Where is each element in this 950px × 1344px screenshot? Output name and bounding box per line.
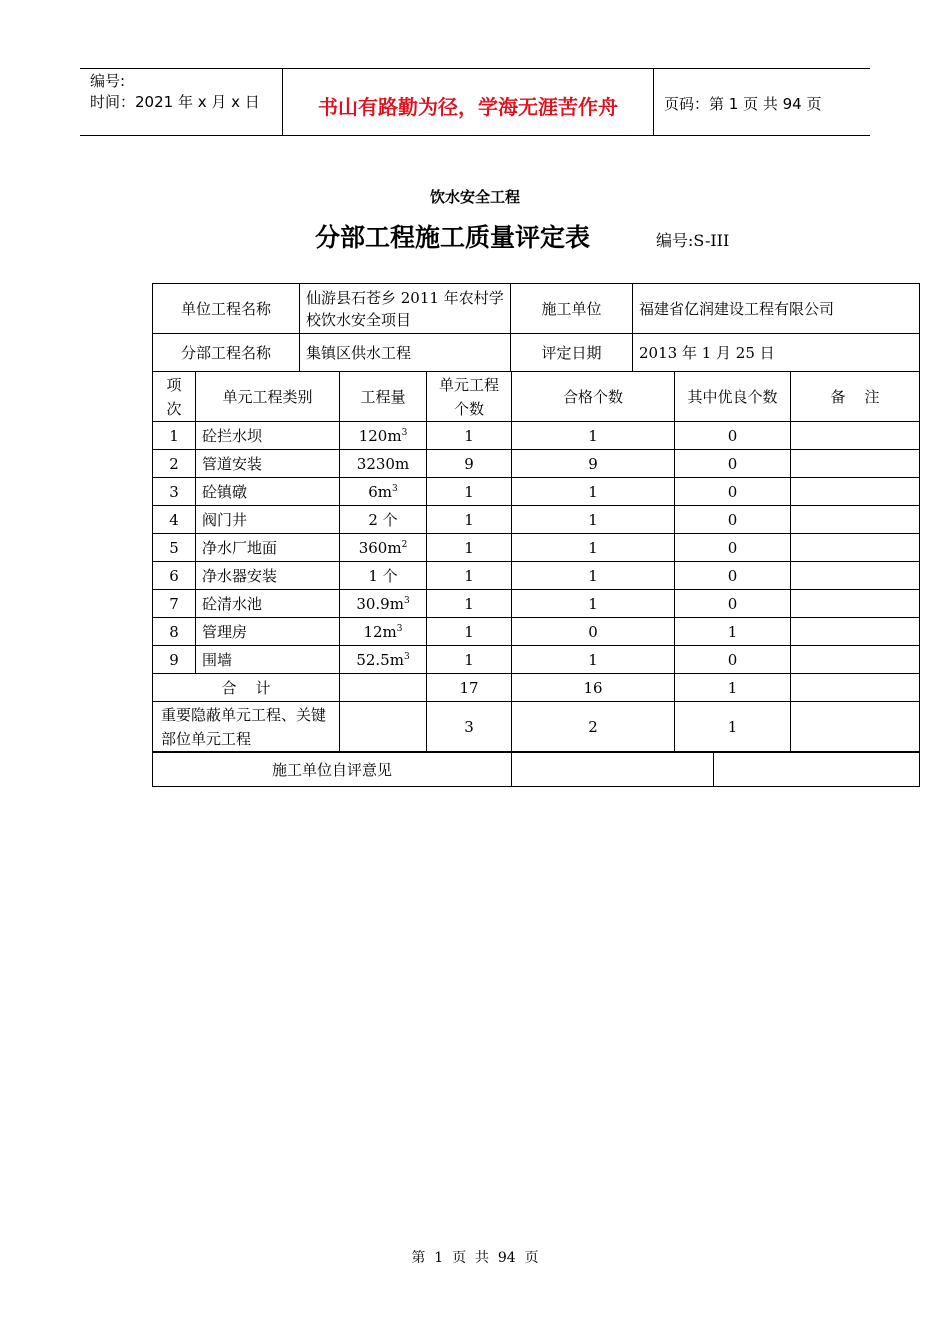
- total-qty: [340, 674, 427, 702]
- self-eval-label: 施工单位自评意见: [153, 753, 512, 787]
- total-remark: [791, 674, 920, 702]
- row-remark: [791, 562, 920, 590]
- row-category: 砼清水池: [196, 590, 340, 618]
- row-qualified: 9: [512, 450, 675, 478]
- unit-exponent: 2: [401, 539, 408, 550]
- self-eval-blank-2: [714, 753, 920, 787]
- row-qualified: 1: [512, 534, 675, 562]
- table-row: [153, 450, 920, 478]
- header-category: 单元工程类别: [196, 372, 340, 422]
- key-remark: [791, 702, 920, 752]
- row-index: 4: [153, 506, 196, 534]
- unit-exponent: 3: [401, 427, 408, 438]
- row-remark: [791, 618, 920, 646]
- unit-exponent: 3: [403, 595, 410, 606]
- row-unit-count: 1: [427, 618, 512, 646]
- time-label: 时间：2021 年 x 月 x 日: [90, 93, 260, 111]
- row-unit-count: 1: [427, 562, 512, 590]
- row-remark: [791, 590, 920, 618]
- header-excellent: 其中优良个数: [675, 372, 791, 422]
- table-row: [153, 422, 920, 450]
- row-category: 砼镇礅: [196, 478, 340, 506]
- row-excellent: 1: [675, 618, 791, 646]
- page-footer: 第 1 页 共 94 页: [411, 1250, 539, 1266]
- row-remark: [791, 478, 920, 506]
- row-quantity: $30.9m^3$: [340, 590, 427, 618]
- contractor-value: 福建省亿润建设工程有限公司: [633, 284, 920, 334]
- header-unit-count: 单元工程个数: [427, 372, 512, 422]
- row-unit-count: 1: [427, 478, 512, 506]
- row-qualified: 1: [512, 478, 675, 506]
- row-unit-count: 1: [427, 646, 512, 674]
- key-units: 3: [427, 702, 512, 752]
- row-excellent: 0: [675, 590, 791, 618]
- number-label: 编号:: [90, 72, 126, 90]
- row-qualified: 1: [512, 562, 675, 590]
- division-value: 集镇区供水工程: [300, 334, 511, 372]
- row-unit-count: 1: [427, 590, 512, 618]
- detail-table: [152, 371, 920, 752]
- unit-project-value: 仙游县石苍乡 2011 年农村学校饮水安全项目: [300, 284, 511, 334]
- total-label: 合 计: [153, 674, 340, 702]
- row-quantity: $360m^2$: [340, 534, 427, 562]
- row-index: 9: [153, 646, 196, 674]
- key-units-label: 重要隐蔽单元工程、关键部位单元工程: [153, 702, 340, 752]
- row-unit-count: 1: [427, 422, 512, 450]
- page-header: [80, 68, 870, 136]
- header-quantity: 工程量: [340, 372, 427, 422]
- row-excellent: 0: [675, 422, 791, 450]
- row-category: 净水器安装: [196, 562, 340, 590]
- row-remark: [791, 422, 920, 450]
- row-index: 7: [153, 590, 196, 618]
- row-index: 6: [153, 562, 196, 590]
- header-index: 项次: [153, 372, 196, 422]
- row-excellent: 0: [675, 478, 791, 506]
- row-qualified: 1: [512, 422, 675, 450]
- row-unit-count: 1: [427, 506, 512, 534]
- doc-subtitle: 饮水安全工程: [429, 188, 520, 206]
- row-category: 净水厂地面: [196, 534, 340, 562]
- table-body: [153, 422, 920, 674]
- row-remark: [791, 450, 920, 478]
- motto: 书山有路勤为径，学海无涯苦作舟: [282, 69, 654, 135]
- unit-exponent: 3: [392, 483, 398, 494]
- row-quantity: 1 个: [340, 562, 427, 590]
- row-qualified: 0: [512, 618, 675, 646]
- row-category: 阀门井: [196, 506, 340, 534]
- row-remark: [791, 506, 920, 534]
- table-row: [153, 618, 920, 646]
- row-index: 8: [153, 618, 196, 646]
- self-eval-blank-1: [512, 753, 714, 787]
- row-index: 3: [153, 478, 196, 506]
- total-excellent: 1: [675, 674, 791, 702]
- row-excellent: 0: [675, 450, 791, 478]
- row-category: 管道安装: [196, 450, 340, 478]
- table-row: [153, 534, 920, 562]
- row-excellent: 0: [675, 562, 791, 590]
- row-index: 5: [153, 534, 196, 562]
- total-units: 17: [427, 674, 512, 702]
- header-qualified: 合格个数: [512, 372, 675, 422]
- row-quantity: $6m^3$: [340, 478, 427, 506]
- row-category: 砼拦水坝: [196, 422, 340, 450]
- row-excellent: 0: [675, 506, 791, 534]
- table-row: [153, 646, 920, 674]
- key-qualified: 2: [512, 702, 675, 752]
- self-eval-table: [152, 752, 920, 787]
- row-index: 1: [153, 422, 196, 450]
- header-remark: 备 注: [791, 372, 920, 422]
- row-quantity: $12m^3$: [340, 618, 427, 646]
- row-quantity: 3230m: [340, 450, 427, 478]
- date-label: 评定日期: [511, 334, 633, 372]
- row-quantity: $52.5m^3$: [340, 646, 427, 674]
- doc-code: 编号:S-III: [656, 231, 730, 250]
- row-remark: [791, 646, 920, 674]
- date-value: 2013 年 1 月 25 日: [633, 334, 920, 372]
- info-table: [152, 283, 920, 372]
- doc-title: 分部工程施工质量评定表: [315, 223, 591, 252]
- row-category: 管理房: [196, 618, 340, 646]
- table-row: [153, 562, 920, 590]
- header-left: [80, 69, 282, 135]
- row-quantity: $120m^3$: [340, 422, 427, 450]
- row-unit-count: 1: [427, 534, 512, 562]
- table-row: [153, 478, 920, 506]
- row-quantity: 2 个: [340, 506, 427, 534]
- unit-exponent: 3: [403, 651, 410, 662]
- key-excellent: 1: [675, 702, 791, 752]
- row-excellent: 0: [675, 646, 791, 674]
- division-label: 分部工程名称: [153, 334, 300, 372]
- row-qualified: 1: [512, 506, 675, 534]
- contractor-label: 施工单位: [511, 284, 633, 334]
- row-index: 2: [153, 450, 196, 478]
- table-row: [153, 590, 920, 618]
- row-qualified: 1: [512, 590, 675, 618]
- table-row: [153, 506, 920, 534]
- total-qualified: 16: [512, 674, 675, 702]
- row-category: 围墙: [196, 646, 340, 674]
- row-qualified: 1: [512, 646, 675, 674]
- row-unit-count: 9: [427, 450, 512, 478]
- page-info: 页码：第 1 页 共 94 页: [664, 95, 822, 113]
- key-qty: [340, 702, 427, 752]
- unit-project-label: 单位工程名称: [153, 284, 300, 334]
- row-excellent: 0: [675, 534, 791, 562]
- unit-exponent: 3: [396, 623, 403, 634]
- row-remark: [791, 534, 920, 562]
